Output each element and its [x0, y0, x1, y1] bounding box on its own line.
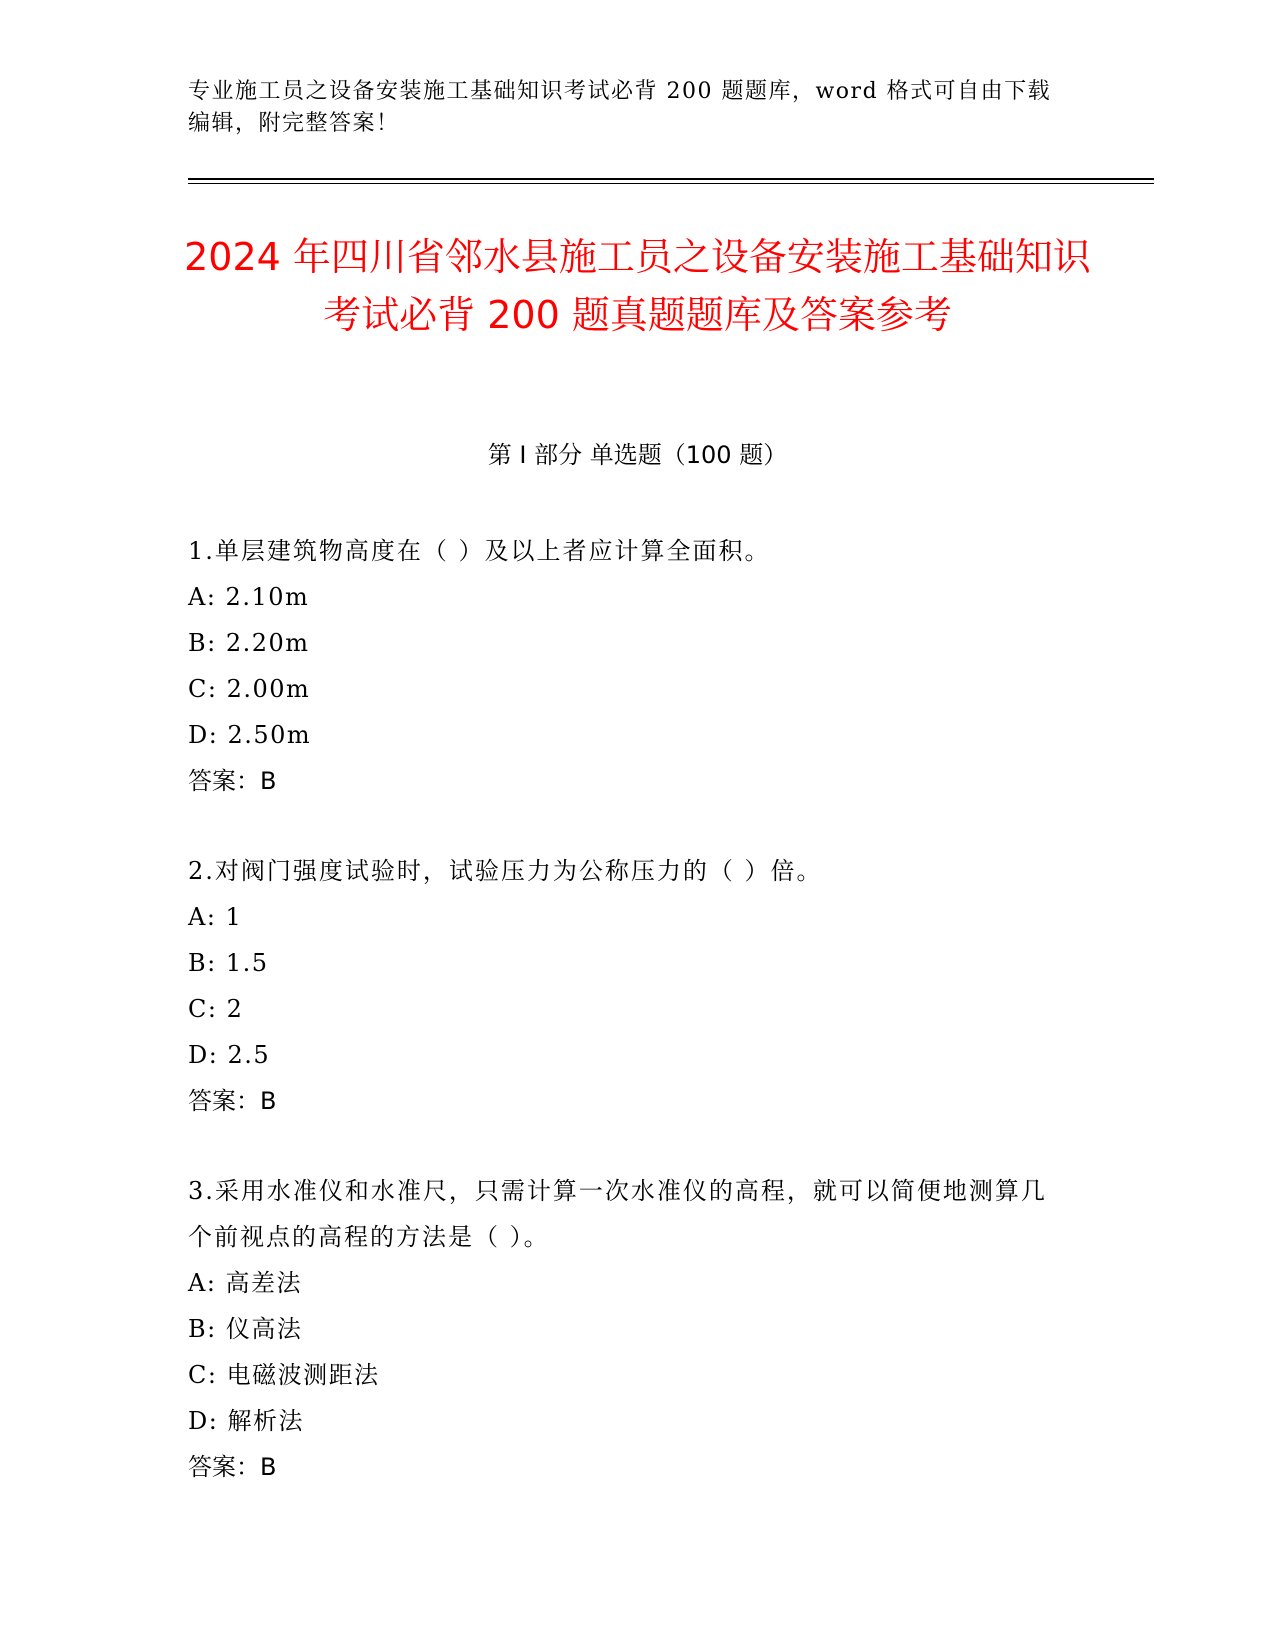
option-a: A: 高差法	[188, 1269, 303, 1297]
option-a: A: 1	[188, 903, 243, 931]
option-d: D: 2.50m	[188, 721, 312, 749]
answer: 答案：B	[188, 1087, 277, 1115]
option-c: C: 2.00m	[188, 675, 311, 703]
option-d: D: 解析法	[188, 1407, 304, 1435]
question-1	[188, 528, 1068, 804]
option-c: C: 电磁波测距法	[188, 1361, 380, 1389]
question-2	[188, 848, 1068, 1124]
option-d: D: 2.5	[188, 1041, 271, 1069]
header-divider-thin	[188, 183, 1154, 184]
answer: 答案：B	[188, 767, 277, 795]
question-3	[188, 1168, 1068, 1490]
section-heading: 第 I 部分 单选题（100 题）	[487, 441, 788, 469]
document-title: 2024 年四川省邻水县施工员之设备安装施工基础知识考试必背 200 题真题题库及答案参考	[184, 235, 1091, 337]
header-divider-thick	[188, 178, 1154, 180]
question-text: 3.采用水准仪和水准尺，只需计算一次水准仪的高程，就可以简便地测算几个前视点的高程的方法是（ ）。	[188, 1177, 1047, 1251]
option-b: B: 2.20m	[188, 629, 310, 657]
header-note: 专业施工员之设备安装施工基础知识考试必背 200 题题库，word 格式可自由下载编辑，附完整答案！	[188, 79, 1052, 136]
question-text: 2.对阀门强度试验时，试验压力为公称压力的（ ）倍。	[188, 857, 823, 885]
option-a: A: 2.10m	[188, 583, 310, 611]
option-c: C: 2	[188, 995, 244, 1023]
option-b: B: 仪高法	[188, 1315, 303, 1343]
question-text: 1.单层建筑物高度在（ ）及以上者应计算全面积。	[188, 537, 771, 565]
answer: 答案：B	[188, 1453, 277, 1481]
option-b: B: 1.5	[188, 949, 269, 977]
